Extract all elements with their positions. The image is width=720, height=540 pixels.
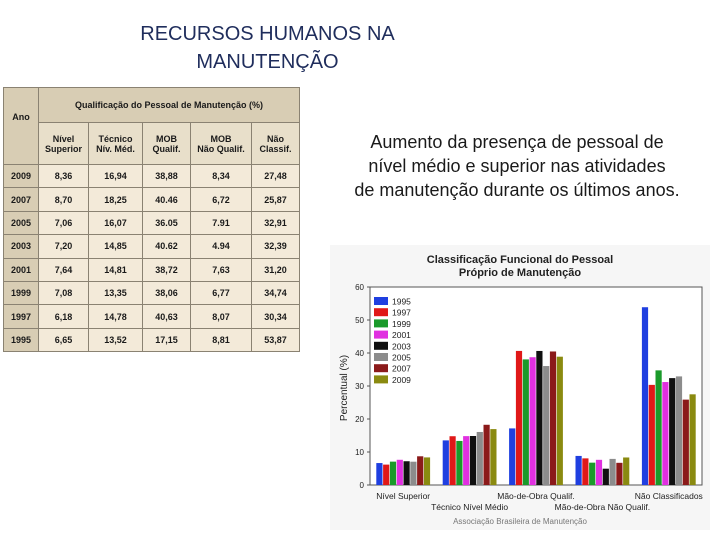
table-value-cell: 7,06: [39, 211, 89, 234]
slide-caption: [318, 130, 716, 202]
table-row: [4, 165, 300, 188]
table-value-cell: 32,91: [252, 211, 300, 234]
bar-1995: [509, 428, 515, 485]
table-value-cell: 32,39: [252, 235, 300, 258]
column-header: Técnico Nív. Méd.: [89, 123, 143, 165]
caption-line: nível médio e superior nas atividades: [368, 156, 666, 176]
qualification-table: [3, 87, 300, 352]
x-category-label: Não Classificados: [634, 491, 703, 501]
legend-label: 1999: [392, 318, 411, 329]
table-value-cell: 4.94: [191, 235, 252, 258]
table-value-cell: 40.46: [143, 188, 191, 211]
slide-title-line: RECURSOS HUMANOS NA: [140, 23, 395, 45]
bar-1997: [516, 351, 522, 485]
legend-label: 2003: [392, 341, 411, 352]
bar-1997: [582, 458, 588, 485]
table-row: [4, 188, 300, 211]
table-value-cell: 40.62: [143, 235, 191, 258]
legend-swatch: [374, 331, 388, 339]
table-row: [4, 235, 300, 258]
bar-1997: [383, 465, 389, 485]
table-value-cell: 38,88: [143, 165, 191, 188]
chart-title: Classificação Funcional do Pessoal: [426, 254, 614, 266]
table-row: [4, 281, 300, 304]
column-header: Não Classif.: [252, 123, 300, 165]
legend-swatch: [374, 297, 388, 305]
table-value-cell: 6,77: [191, 281, 252, 304]
table-value-cell: 7,64: [39, 258, 89, 281]
table-row: [4, 258, 300, 281]
table-value-cell: 14,85: [89, 235, 143, 258]
bar-2005: [410, 462, 416, 485]
x-category-label: Nível Superior: [376, 491, 431, 501]
table-value-cell: 34,74: [252, 281, 300, 304]
slide-title-line: MANUTENÇÃO: [196, 51, 339, 73]
table-value-cell: 8,81: [191, 328, 252, 351]
table-value-cell: 17,15: [143, 328, 191, 351]
bar-1997: [450, 436, 456, 485]
y-axis-label: Percentual (%): [339, 354, 350, 422]
bar-2007: [417, 456, 423, 485]
table-group-header: Qualificação do Pessoal de Manutenção (%): [39, 88, 300, 123]
table-value-cell: 16,07: [89, 211, 143, 234]
legend-swatch: [374, 342, 388, 350]
bar-2005: [477, 432, 483, 485]
table-year-cell: 1999: [4, 281, 39, 304]
table-value-cell: 53,87: [252, 328, 300, 351]
bar-2001: [397, 460, 403, 485]
table-row: [4, 211, 300, 234]
y-tick-label: 20: [355, 415, 364, 424]
legend-label: 1995: [392, 296, 411, 307]
bar-2003: [603, 469, 609, 485]
legend-label: 2001: [392, 330, 411, 341]
table-year-cell: 2007: [4, 188, 39, 211]
table-row: [4, 328, 300, 351]
bar-1995: [443, 440, 449, 485]
bar-2001: [530, 357, 536, 485]
bar-2007: [683, 400, 689, 485]
column-header: MOB Qualif.: [143, 123, 191, 165]
caption-line: Aumento da presença de pessoal de: [370, 132, 664, 152]
bar-2001: [596, 460, 602, 485]
legend-swatch: [374, 364, 388, 372]
bar-1995: [576, 456, 582, 485]
bar-1995: [376, 463, 382, 485]
bar-2009: [557, 357, 563, 485]
table-corner-header: Ano: [4, 88, 39, 165]
x-category-label: Mão-de-Obra Não Qualif.: [554, 502, 651, 512]
table-value-cell: 18,25: [89, 188, 143, 211]
bar-2007: [550, 351, 556, 485]
x-category-label: Técnico Nível Médio: [431, 502, 509, 512]
table-value-cell: 6,18: [39, 305, 89, 328]
table-value-cell: 13,52: [89, 328, 143, 351]
table-value-cell: 38,72: [143, 258, 191, 281]
table-value-cell: 31,20: [252, 258, 300, 281]
y-tick-label: 0: [359, 481, 364, 490]
bar-2005: [543, 366, 549, 485]
y-tick-label: 10: [355, 448, 364, 457]
table-value-cell: 6,65: [39, 328, 89, 351]
legend-swatch: [374, 375, 388, 383]
bar-2009: [424, 457, 430, 485]
legend-label: 2009: [392, 374, 411, 385]
chart-title: Próprio de Manutenção: [458, 267, 582, 279]
bar-2007: [484, 425, 490, 485]
legend-swatch: [374, 353, 388, 361]
chart-svg: [330, 245, 710, 530]
legend-swatch: [374, 308, 388, 316]
table-value-cell: 7.91: [191, 211, 252, 234]
y-tick-label: 30: [355, 382, 364, 391]
bar-1995: [642, 307, 648, 485]
table-value-cell: 25,87: [252, 188, 300, 211]
table-year-cell: 2005: [4, 211, 39, 234]
bar-2001: [463, 436, 469, 485]
table-value-cell: 14,78: [89, 305, 143, 328]
table-value-cell: 7,08: [39, 281, 89, 304]
table-year-cell: 2001: [4, 258, 39, 281]
column-header: Nível Superior: [39, 123, 89, 165]
bar-2009: [490, 429, 496, 485]
bar-2003: [536, 351, 542, 485]
table-year-cell: 1995: [4, 328, 39, 351]
y-tick-label: 60: [355, 283, 364, 292]
table-value-cell: 27,48: [252, 165, 300, 188]
table-value-cell: 7,20: [39, 235, 89, 258]
bar-2003: [470, 436, 476, 485]
legend-swatch: [374, 319, 388, 327]
table-value-cell: 14,81: [89, 258, 143, 281]
table-row: [4, 305, 300, 328]
table-value-cell: 36.05: [143, 211, 191, 234]
chart-source: Associação Brasileira de Manutenção: [453, 517, 587, 526]
table-year-cell: 2003: [4, 235, 39, 258]
functional-classification-chart: [330, 245, 710, 530]
bar-2003: [669, 378, 675, 485]
bar-2005: [610, 459, 616, 485]
bar-2009: [690, 394, 696, 485]
bar-2009: [623, 457, 629, 485]
table-year-cell: 2009: [4, 165, 39, 188]
caption-line: de manutenção durante os últimos anos.: [354, 180, 680, 200]
legend-label: 2005: [392, 352, 411, 363]
y-tick-label: 40: [355, 349, 364, 358]
table-value-cell: 8,70: [39, 188, 89, 211]
bar-1999: [589, 463, 595, 485]
table-value-cell: 8,36: [39, 165, 89, 188]
table-value-cell: 8,07: [191, 305, 252, 328]
bar-2001: [662, 382, 668, 485]
bar-1999: [523, 359, 529, 485]
table-value-cell: 7,63: [191, 258, 252, 281]
bar-2003: [404, 461, 410, 485]
slide-title: [100, 20, 435, 76]
bar-2007: [616, 463, 622, 485]
table-value-cell: 6,72: [191, 188, 252, 211]
table-value-cell: 38,06: [143, 281, 191, 304]
table-value-cell: 13,35: [89, 281, 143, 304]
legend-label: 2007: [392, 363, 411, 374]
column-header: MOB Não Qualif.: [191, 123, 252, 165]
legend-label: 1997: [392, 307, 411, 318]
table-value-cell: 30,34: [252, 305, 300, 328]
table-value-cell: 40,63: [143, 305, 191, 328]
x-category-label: Mão-de-Obra Qualif.: [497, 491, 575, 501]
bar-1999: [656, 370, 662, 485]
table-value-cell: 8,34: [191, 165, 252, 188]
y-tick-label: 50: [355, 316, 364, 325]
bar-1999: [390, 462, 396, 485]
bar-1999: [456, 441, 462, 485]
table-value-cell: 16,94: [89, 165, 143, 188]
bar-2005: [676, 376, 682, 485]
table-year-cell: 1997: [4, 305, 39, 328]
bar-1997: [649, 385, 655, 485]
